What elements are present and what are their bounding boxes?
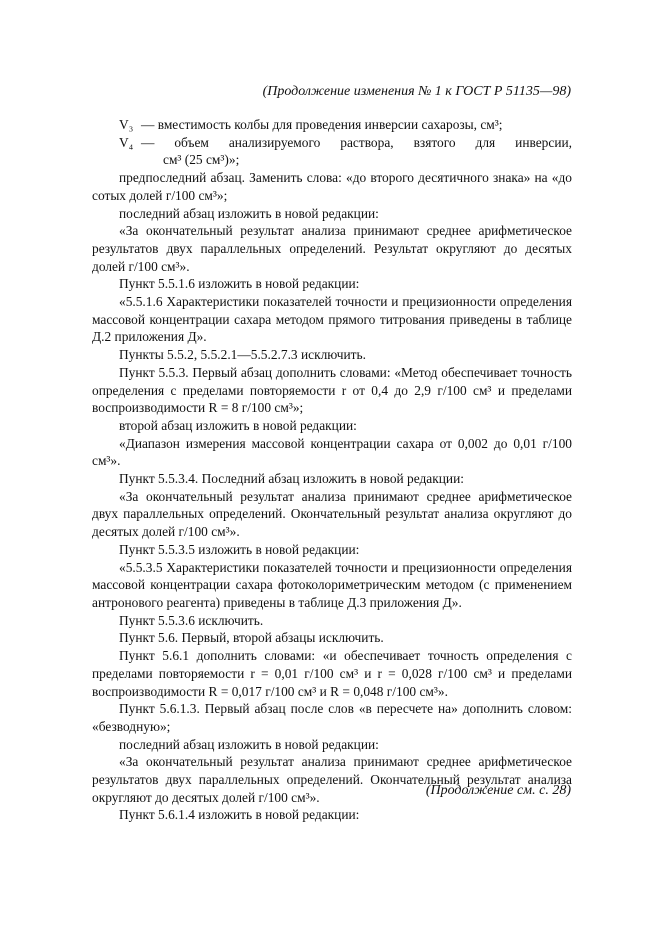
- paragraph: Пункт 5.5.1.6 изложить в новой редакции:: [119, 276, 360, 292]
- variable-description-line: — объем анализируемого раствора, взятого для инверсии,: [141, 134, 572, 150]
- paragraph: «Диапазон измерения массовой концентрации сахара от 0,002 до 0,01 г/100 см³».: [92, 435, 572, 469]
- paragraph: Пункт 5.5.3.5 изложить в новой редакции:: [119, 541, 360, 557]
- paragraph: Пункты 5.5.2, 5.5.2.1—5.5.2.7.3 исключить.: [119, 347, 366, 363]
- variable-description: — вместимость колбы для проведения инверсии сахарозы, см³;: [141, 117, 503, 132]
- paragraph: последний абзац изложить в новой редакции:: [119, 736, 379, 752]
- paragraph: Пункт 5.6. Первый, второй абзацы исключить.: [119, 630, 384, 646]
- paragraph: Пункт 5.5.3.6 исключить.: [119, 612, 264, 628]
- paragraph: «За окончательный результат анализа принимают среднее арифметическое двух параллельных определений. Окончательный результат анализа округляют до десятых долей г/100 см³».: [92, 488, 572, 540]
- variable-definition-v3: [92, 116, 572, 134]
- paragraph: второй абзац изложить в новой редакции:: [119, 417, 357, 433]
- running-footer: (Продолжение см. с. 28): [425, 783, 571, 798]
- variable-definition-v4: [92, 134, 572, 169]
- variable-symbol: V₄: [119, 134, 134, 150]
- paragraph: Пункт 5.6.1.3. Первый абзац после слов «в пересчете на» дополнить словом: «безводную»;: [92, 701, 572, 734]
- variable-symbol: V₃: [119, 117, 134, 132]
- running-header: (Продолжение изменения № 1 к ГОСТ Р 51135—98): [262, 84, 571, 99]
- paragraph: Пункт 5.5.3. Первый абзац дополнить словами: «Метод обеспечивает точность определения с пределами повторяемости r от 0,4 до 2,9 г/100 см³ и пределами воспроизводимости R = 8 г/100 см³»;: [92, 364, 572, 416]
- paragraph: «5.5.1.6 Характеристики показателей точности и прецизионности определения массовой концентрации сахара методом прямого титрования приведены в таблице Д.2 приложения Д».: [92, 294, 572, 345]
- paragraph: Пункт 5.6.1.4 изложить в новой редакции:: [119, 807, 360, 823]
- variable-description-continuation: см³ (25 см³)»;: [163, 152, 240, 168]
- paragraph: последний абзац изложить в новой редакции:: [119, 205, 379, 221]
- paragraph: «5.5.3.5 Характеристики показателей точности и прецизионности определения массовой концентрации сахара фотоколориметрическим методом (с применением антронового реагента) приведены в таблице Д.3 приложения Д».: [92, 559, 572, 610]
- paragraph: «За окончательный результат анализа принимают среднее арифметическое результатов двух параллельных определений. Окончательный результат анализа округляют до десятых долей г/100 см³».: [92, 754, 572, 805]
- paragraph: Пункт 5.5.3.4. Последний абзац изложить в новой редакции:: [119, 471, 464, 487]
- paragraph: «За окончательный результат анализа принимают среднее арифметическое результатов двух параллельных определений. Результат округляют до десятых долей г/100 см³».: [92, 223, 572, 274]
- paragraph: предпоследний абзац. Заменить слова: «до второго десятичного знака» на «до сотых долей г/100 см³»;: [92, 170, 572, 203]
- document-body: [92, 116, 572, 824]
- variable-description: [141, 134, 572, 169]
- paragraph: Пункт 5.6.1 дополнить словами: «и обеспечивает точность определения с пределами повторяемости r = 0,01 г/100 см³ и r = 0,028 г/100 см³ и пределами воспроизводимости R = 0,017 г/100 см³ и R = 0,048 г/100 см³».: [92, 648, 572, 699]
